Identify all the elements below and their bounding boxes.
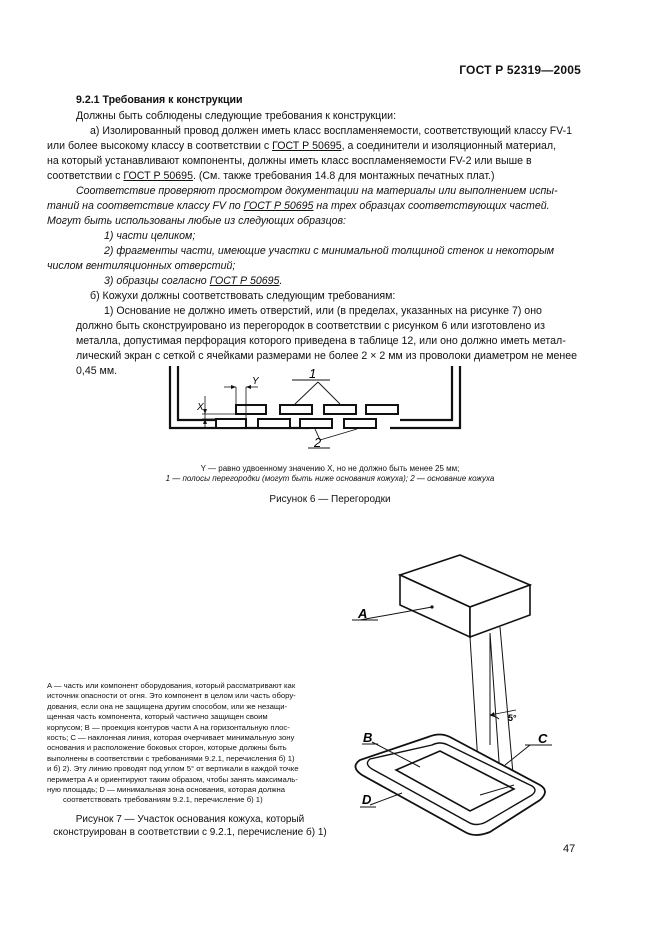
doc-code-header: ГОСТ Р 52319—2005 [459, 63, 581, 77]
sample-2-line1: 2) фрагменты части, имеющие участки с минимальной толщиной стенок и некоторым [104, 245, 555, 257]
item-b1-line5: 0,45 мм. [76, 365, 118, 377]
compliance-text: на трех образцах соответствующих частей. [313, 200, 550, 212]
sample-3-text: . [279, 275, 283, 287]
legend-line: основания и расположение боковых сторон, которые должны быть [47, 743, 287, 753]
item-a-line4 [47, 169, 584, 184]
figure7-title-line1: Рисунок 7 — Участок основания кожуха, который [75, 814, 305, 825]
item-a-text: . (См. также требования 14.8 для монтажных печатных плат.) [192, 170, 495, 182]
figure6-title: Рисунок 6 — Перегородки [269, 494, 391, 505]
item-a-text: , а соединители и изоляционный материал, [341, 140, 557, 152]
compliance-text: таний на соответствие классу FV по [47, 200, 244, 212]
legend-line: корпусом; B — проекция контуров части A на горизонтальную плос- [47, 722, 290, 732]
upper-strip [324, 405, 356, 414]
label-a: A [358, 606, 368, 621]
legend-line: выполнены в соответствии с требованиями 9.2.1, перечисления б) 1) [47, 753, 295, 763]
upper-strip [366, 405, 398, 414]
label-1: 1 [309, 366, 317, 381]
lower-strip [216, 419, 246, 428]
figure7-housing-base-diagram [340, 545, 580, 845]
legend-line: дования, если она не защищена другим способом, или же незащи- [47, 701, 288, 711]
lower-strip [300, 419, 332, 428]
item-a-line3: на который устанавливают компоненты, должны иметь класс воспламеняемости FV-2 или выше в [47, 155, 532, 167]
section-heading: 9.2.1 Требования к конструкции [76, 94, 243, 106]
item-b-line1: б) Кожухи должны соответствовать следующим требованиям: [90, 290, 396, 302]
label-x: X [197, 402, 204, 413]
compliance-line3: Могут быть использованы любые из следующих образцов: [47, 215, 347, 227]
lower-strip [258, 419, 290, 428]
figure7-legend [47, 681, 333, 806]
upper-strip [236, 405, 266, 414]
item-b1-line4: лический экран с сеткой с ячейками размерами не более 2 × 2 мм из проволоки диаметром не менее [76, 350, 577, 362]
label-d: D [362, 792, 372, 807]
item-a-text: соответствии с [47, 170, 124, 182]
legend-line: ную площадь; D — минимальная зона основания, которая должна [47, 785, 285, 795]
legend-line: кость; C — наклонная линия, которая очерчивает минимальную зону [47, 733, 295, 743]
label-2: 2 [314, 435, 322, 450]
legend-line: и б) 2). Эту линию проводят под углом 5° от вертикали в каждой точке [47, 764, 299, 774]
figure7-title-line2: сконструирован в соответствии с 9.2.1, перечисление б) 1) [53, 827, 327, 838]
item-a-text: или более высокому классу в соответствии с [47, 140, 273, 152]
ref-gost-50695[interactable]: ГОСТ Р 50695 [123, 170, 193, 182]
section-intro: Должны быть соблюдены следующие требования к конструкции: [76, 110, 397, 122]
figure6-partition-diagram [150, 360, 480, 460]
housing-inner-right [400, 366, 452, 420]
legend-line: периметра A и ориентируют таким образом, чтобы занять максималь- [47, 774, 298, 784]
label-c: C [538, 731, 548, 746]
sample-3-text: 3) образцы согласно [104, 275, 210, 287]
compliance-line1: Соответствие проверяют просмотром документации на материалы или выполнением испы- [76, 185, 558, 197]
page-number: 47 [563, 843, 576, 855]
legend-line: соответствовать требованиям 9.2.1, перечисление б) 1) [63, 795, 263, 805]
legend-line: щенная часть компонента, который частично защищен своим [47, 712, 268, 722]
ref-gost-50695[interactable]: ГОСТ Р 50695 [272, 140, 342, 152]
sample-1: 1) части целиком; [104, 230, 196, 242]
item-b1-line1: 1) Основание не должно иметь отверстий, или (в пределах, указанных на рисунке 7) оно [104, 305, 542, 317]
item-b1-line2: должно быть сконструировано из перегородок в соответствии с рисунком 6 или изготовлено из [76, 320, 545, 332]
figure6-note1: Y — равно удвоенному значению X, но не должно быть менее 25 мм; [200, 464, 460, 473]
figure6-note2: 1 — полосы перегородки (могут быть ниже основания кожуха); 2 — основание кожуха [165, 474, 495, 483]
sample-2-line2: числом вентиляционных отверстий; [47, 260, 236, 272]
label-b: B [363, 730, 373, 745]
item-b1-line3: металла, допустимая перфорация которого приведена в таблице 12, или оно должно иметь метал- [76, 335, 566, 347]
item-a-line2 [47, 139, 584, 154]
lower-strip [344, 419, 376, 428]
sample-3 [104, 274, 584, 289]
item-a-line1: а) Изолированный провод должен иметь класс воспламеняемости, соответствующий классу FV-1 [90, 125, 573, 137]
housing-inner-left [178, 366, 230, 420]
ref-gost-50695[interactable]: ГОСТ Р 50695 [209, 275, 280, 287]
legend-line: A — часть или компонент оборудования, который рассматривают как [47, 681, 296, 690]
housing-right-wall [390, 366, 460, 428]
compliance-line2 [47, 199, 584, 214]
ref-gost-50695[interactable]: ГОСТ Р 50695 [243, 200, 314, 212]
angle-label: 5° [508, 713, 517, 723]
legend-line: источник опасности от огня. Это компонент в целом или часть обору- [47, 691, 296, 701]
upper-strip [280, 405, 312, 414]
label-y: Y [252, 376, 259, 387]
